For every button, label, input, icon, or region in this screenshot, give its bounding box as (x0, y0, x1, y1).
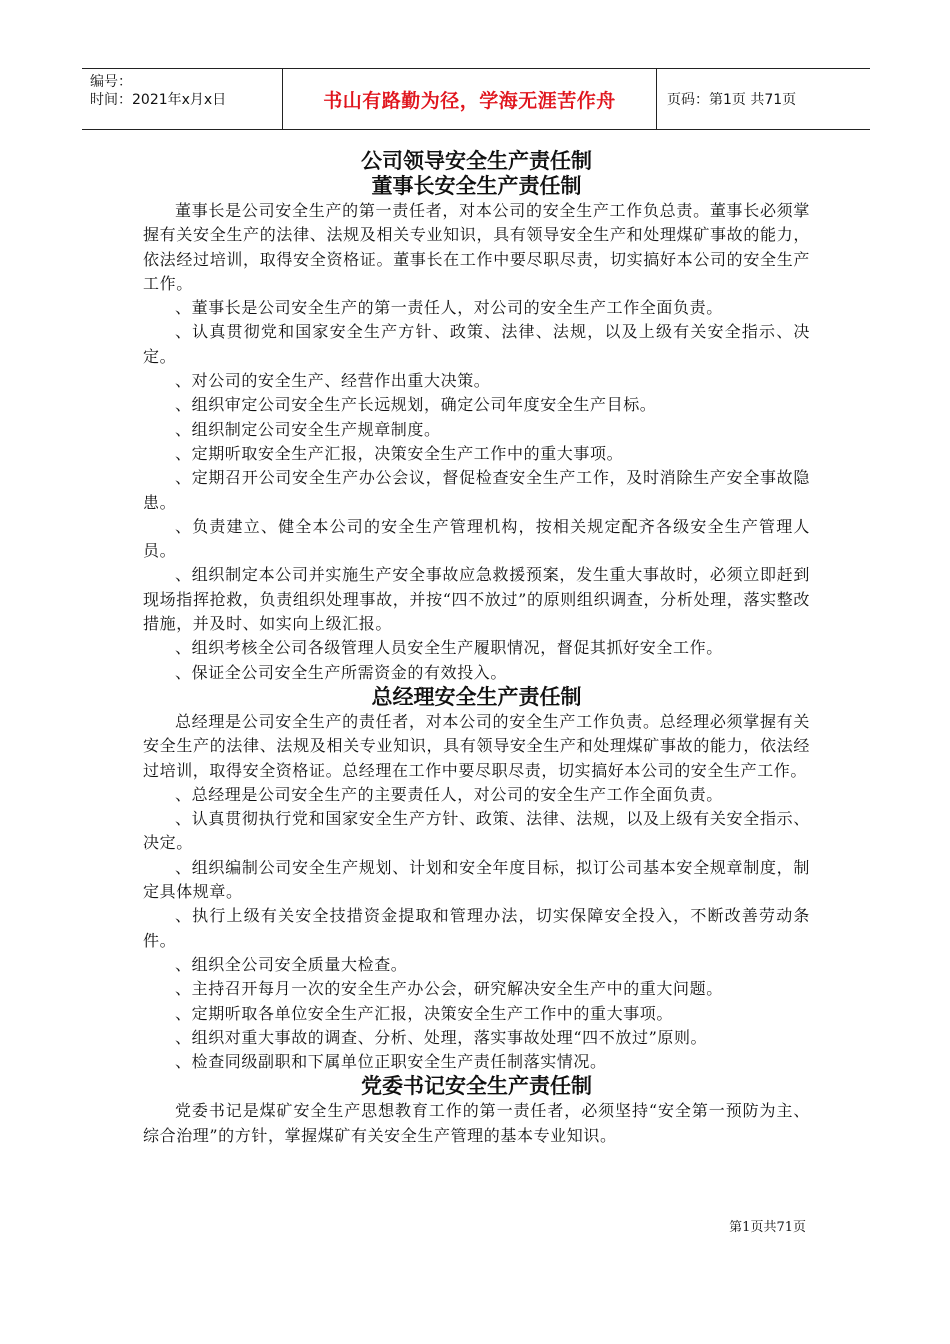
section-title: 总经理安全生产责任制 (371, 684, 582, 709)
responsibility-item: 、保证全公司安全生产所需资金的有效投入。 (175, 662, 508, 682)
responsibility-item: 、组织对重大事故的调查、分析、处理，落实事故处理“四不放过”原则。 (175, 1027, 708, 1047)
responsibility-item: 、组织考核全公司各级管理人员安全生产履职情况，督促其抓好安全工作。 (175, 638, 723, 658)
document-title: 公司领导安全生产责任制 (361, 149, 592, 173)
header-motto: 书山有路勤为径，学海无涯苦作舟 (282, 69, 657, 129)
header-meta (82, 69, 282, 129)
responsibility-item: 、检查同级副职和下属单位正职安全生产责任制落实情况。 (175, 1052, 607, 1072)
page-header (82, 68, 870, 130)
section-title: 董事长安全生产责任制 (371, 174, 582, 198)
responsibility-item: 、组织编制公司安全生产规划、计划和安全年度目标，拟订公司基本安全规章制度，制定具体规章。 (143, 857, 810, 902)
document-time-label: 时间：2021年x月x日 (90, 92, 227, 108)
responsibility-item: 、组织制定本公司并实施生产安全事故应急救援预案，发生重大事故时，必须立即赶到现场指挥抢救，负责组织处理事故，并按“四不放过”的原则组织调查，分析处理，落实整改措施，并及时、如实向上级汇报。 (143, 565, 810, 634)
responsibility-item: 、总经理是公司安全生产的主要责任人，对公司的安全生产工作全面负责。 (175, 784, 723, 804)
responsibility-item: 、认真贯彻执行党和国家安全生产方针、政策、法律、法规，以及上级有关安全指示、决定。 (143, 809, 810, 853)
responsibility-item: 、认真贯彻党和国家安全生产方针、政策、法律、法规，以及上级有关安全指示、决定。 (143, 322, 810, 366)
document-number-label: 编号： (90, 74, 132, 90)
responsibility-item: 、执行上级有关安全技措资金提取和管理办法，切实保障安全投入，不断改善劳动条件。 (143, 906, 810, 950)
responsibility-item: 、对公司的安全生产、经营作出重大决策。 (175, 371, 491, 391)
responsibility-item: 、定期召开公司安全生产办公会议，督促检查安全生产工作，及时消除生产安全事故隐患。 (143, 468, 810, 512)
responsibility-item: 、主持召开每月一次的安全生产办公会，研究解决安全生产中的重大问题。 (175, 979, 723, 999)
responsibility-item: 、组织审定公司安全生产长远规划，确定公司年度安全生产目标。 (175, 395, 657, 415)
responsibility-item: 、组织全公司安全质量大检查。 (175, 954, 408, 974)
section-intro-paragraph: 董事长是公司安全生产的第一责任者，对本公司的安全生产工作负总责。董事长必须掌握有关安全生产的法律、法规及相关专业知识，具有领导安全生产和处理煤矿事故的能力，依法经过培训，取得安全资格证。董事长在工作中要尽职尽责，切实搞好本公司的安全生产工作。 (143, 201, 810, 293)
responsibility-item: 、董事长是公司安全生产的第一责任人，对公司的安全生产工作全面负责。 (175, 298, 723, 318)
section-intro-paragraph: 总经理是公司安全生产的责任者，对本公司的安全生产工作负责。总经理必须掌握有关安全生产的法律、法规及相关专业知识，具有领导安全生产和处理煤矿事故的能力，依法经过培训，取得安全资格证。总经理在工作中要尽职尽责，切实搞好本公司的安全生产工作。 (143, 711, 810, 780)
document-sections (143, 174, 810, 1148)
document-body (143, 148, 810, 1148)
responsibility-item: 、定期听取安全生产汇报，决策安全生产工作中的重大事项。 (175, 443, 624, 463)
section-intro-paragraph: 党委书记是煤矿安全生产思想教育工作的第一责任者，必须坚持“安全第一预防为主、综合治理”的方针，掌握煤矿有关安全生产管理的基本专业知识。 (143, 1101, 810, 1145)
page-footer: 第1页共71页 (729, 1220, 806, 1235)
section-title: 党委书记安全生产责任制 (361, 1074, 592, 1099)
responsibility-item: 、定期听取各单位安全生产汇报，决策安全生产工作中的重大事项。 (175, 1003, 674, 1023)
responsibility-item: 、组织制定公司安全生产规章制度。 (175, 419, 441, 439)
header-page-info: 页码：第1页 共71页 (667, 92, 797, 108)
responsibility-item: 、负责建立、健全本公司的安全生产管理机构，按相关规定配齐各级安全生产管理人员。 (143, 516, 810, 561)
